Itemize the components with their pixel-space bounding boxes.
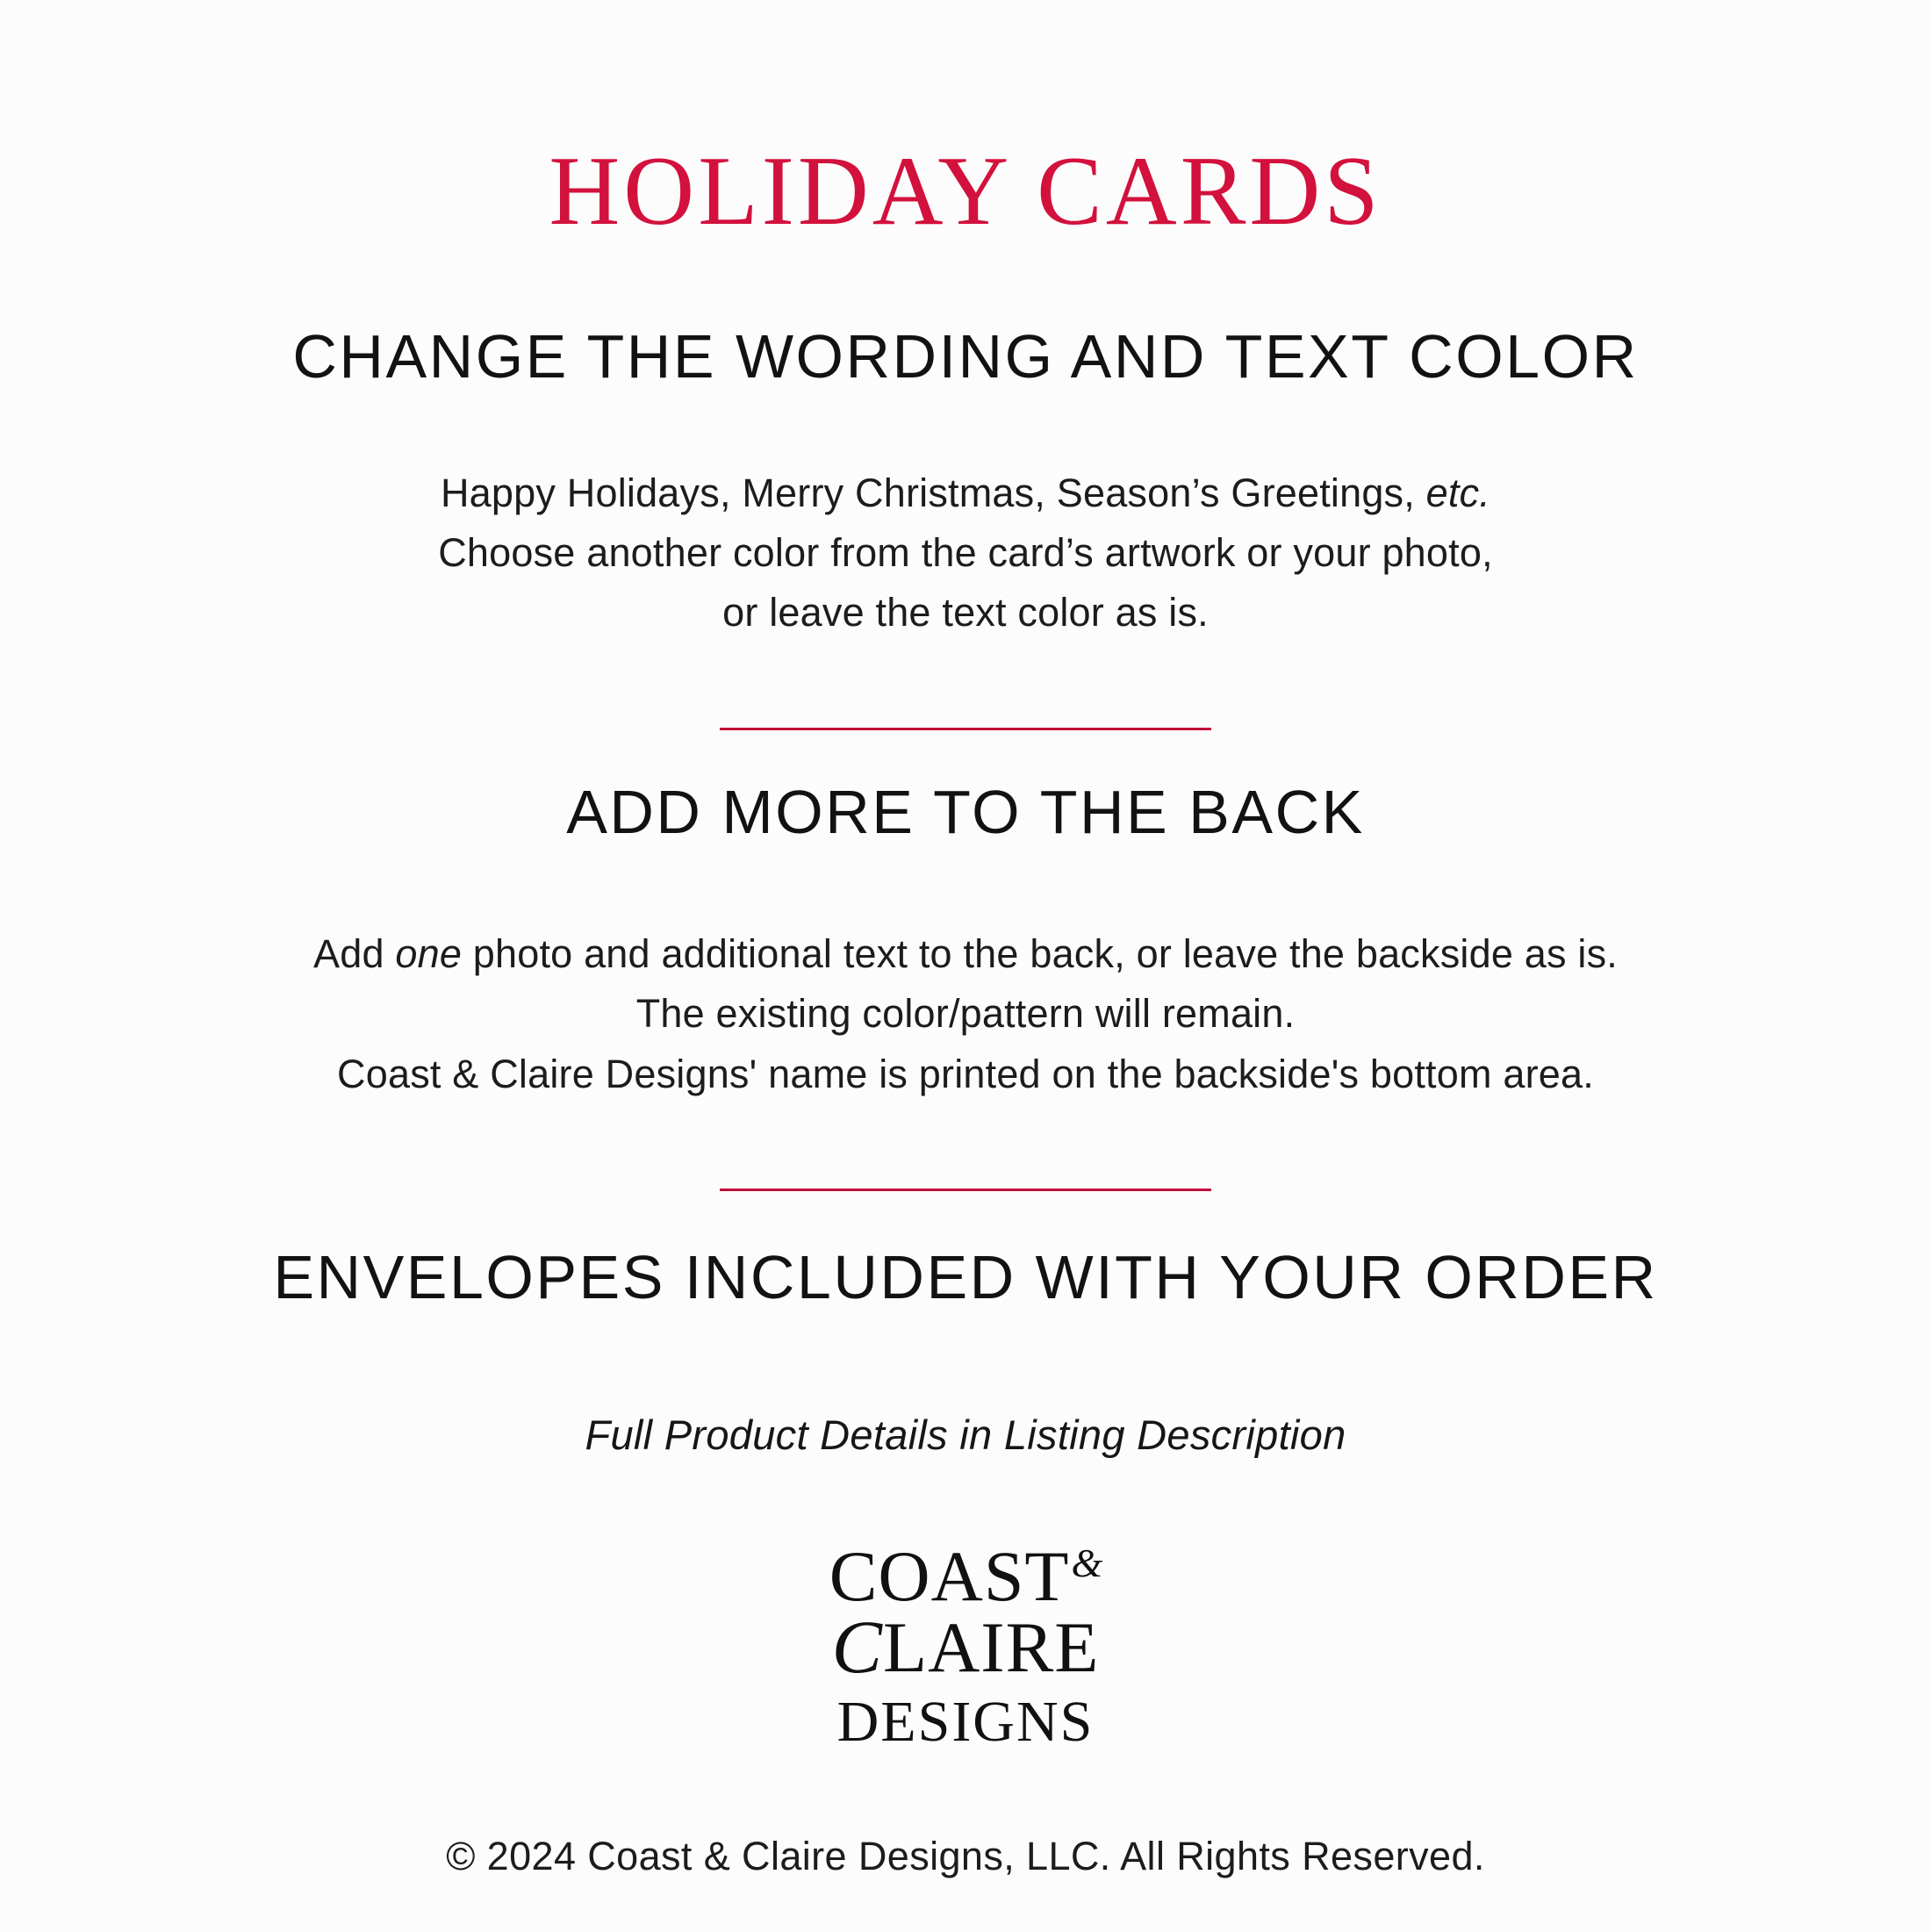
logo-line-claire bbox=[831, 1605, 1100, 1690]
body-line-text: Happy Holidays, Merry Christmas, Season’s Greetings, bbox=[440, 470, 1426, 515]
logo-initial-c: C bbox=[831, 1605, 883, 1690]
section-body-wording bbox=[438, 463, 1493, 643]
section-body-back bbox=[313, 924, 1618, 1104]
page-title: HOLIDAY CARDS bbox=[549, 137, 1382, 246]
body-line-text: Choose another color from the card’s artwork or your photo, bbox=[438, 529, 1493, 575]
logo-word-coast: COAST bbox=[829, 1535, 1070, 1616]
section-heading-back: ADD MORE TO THE BACK bbox=[566, 777, 1365, 846]
brand-logo bbox=[781, 1535, 1150, 1755]
logo-ampersand: & bbox=[1071, 1540, 1104, 1585]
body-line bbox=[438, 583, 1493, 643]
logo-line-designs: DESIGNS bbox=[836, 1690, 1095, 1755]
body-line-text: or leave the text color as is. bbox=[722, 590, 1209, 636]
body-line bbox=[438, 523, 1493, 583]
logo-word-laire: LAIRE bbox=[882, 1607, 1100, 1688]
copyright-notice: © 2024 Coast & Claire Designs, LLC. All Rights Reserved. bbox=[446, 1834, 1485, 1878]
body-line bbox=[313, 984, 1618, 1044]
section-divider bbox=[720, 1189, 1211, 1191]
body-line-text: Add bbox=[313, 930, 396, 976]
body-line-text: Coast & Claire Designs' name is printed on the backside's bottom area. bbox=[337, 1051, 1594, 1096]
section-heading-wording: CHANGE THE WORDING AND TEXT COLOR bbox=[292, 321, 1639, 391]
body-line bbox=[313, 924, 1618, 984]
body-line-emphasis: etc. bbox=[1425, 470, 1491, 515]
section-heading-envelopes: ENVELOPES INCLUDED WITH YOUR ORDER bbox=[273, 1242, 1658, 1311]
body-line bbox=[438, 463, 1493, 523]
body-line-emphasis: one bbox=[395, 930, 463, 976]
body-line-tail: photo and additional text to the back, or leave the backside as is. bbox=[462, 930, 1618, 976]
tagline: Full Product Details in Listing Description bbox=[585, 1411, 1346, 1458]
body-line-text: The existing color/pattern will remain. bbox=[635, 991, 1296, 1037]
body-line bbox=[313, 1045, 1618, 1104]
logo-line-coast bbox=[829, 1535, 1104, 1616]
section-divider bbox=[720, 728, 1211, 730]
